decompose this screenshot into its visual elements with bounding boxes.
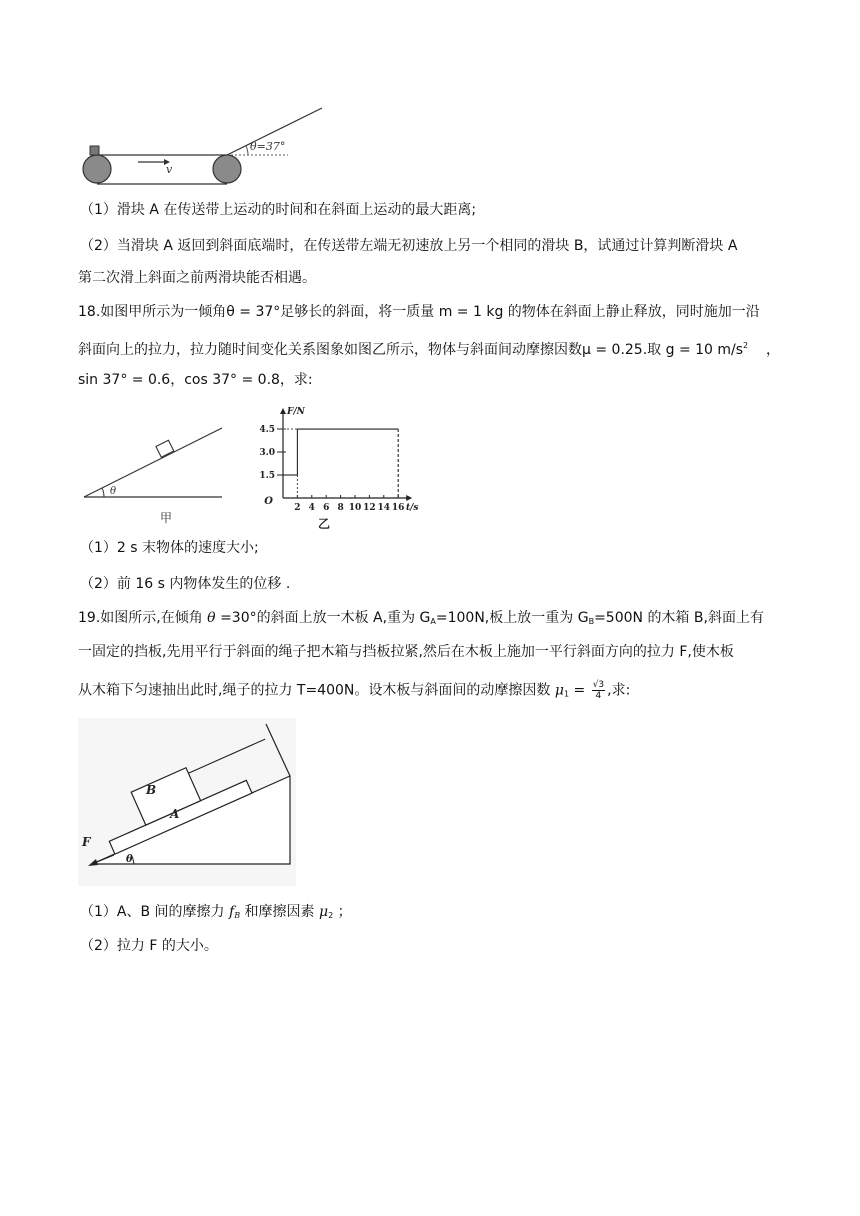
q17-part2-line2: 第二次滑上斜面之前两滑块能否相遇。 xyxy=(78,270,316,286)
x-tick-label: 2 xyxy=(294,503,301,513)
q18-line2 xyxy=(78,336,780,360)
q19-line1 xyxy=(78,608,764,632)
x-tick-label: 12 xyxy=(363,503,376,513)
conveyor-figure xyxy=(80,104,330,186)
incline-line xyxy=(84,428,222,497)
fraction xyxy=(592,680,605,701)
x-tick-label: 4 xyxy=(308,503,315,513)
q19-line1-c: =100N,板上放一重为 G xyxy=(435,610,589,626)
q18-line3: sin 37° = 0.6，cos 37° = 0.8，求: xyxy=(78,372,313,388)
fraction-numerator: √3 xyxy=(592,680,605,690)
x-tick-label: 10 xyxy=(348,503,362,513)
q18-line2-tail: ， xyxy=(765,342,780,358)
q18-line1: 18.如图甲所示为一倾角θ = 37°足够长的斜面，将一质量 m = 1 kg 的物体在斜面上静止释放，同时施加一沿 xyxy=(78,304,760,320)
x-axis-label: t/s xyxy=(405,503,419,513)
q17-part1: （1）滑块 A 在传送带上运动的时间和在斜面上运动的最大距离; xyxy=(80,202,477,218)
theta-label: θ xyxy=(110,486,117,497)
q17-part2-line1: （2）当滑块 A 返回到斜面底端时，在传送带左端无初速放上另一个相同的滑块 B，试通过计算判断滑块 A xyxy=(80,238,738,254)
angle-label: θ=37° xyxy=(250,140,286,153)
label-a: A xyxy=(170,807,180,821)
mu2-subscript: 2 xyxy=(328,911,334,920)
y-tick-label: 1.5 xyxy=(259,471,275,482)
gb-subscript: B xyxy=(588,617,595,626)
q18-line2-text: 斜面向上的拉力，拉力随时间变化关系图象如图乙所示，物体与斜面间动摩擦因数μ = 0.25.取 g = 10 m/s xyxy=(78,342,744,358)
board-box-incline-figure xyxy=(78,718,296,886)
ga-subscript: A xyxy=(430,617,436,626)
q19-line3-a: 从木箱下匀速抽出此时,绳子的拉力 T=400N。设木板与斜面间的动摩擦因数 xyxy=(78,682,551,699)
x-tick-label: 6 xyxy=(323,503,330,513)
y-axis-arrow xyxy=(280,408,286,414)
y-tick-label: 3.0 xyxy=(259,448,275,459)
mu2-symbol: μ xyxy=(318,904,329,920)
fb-symbol: f xyxy=(229,904,235,920)
y-axis-label: F/N xyxy=(287,407,305,417)
block xyxy=(156,440,174,457)
left-wheel xyxy=(83,155,111,183)
q19-line3 xyxy=(78,680,630,705)
force-time-chart xyxy=(252,404,419,532)
v-label: v xyxy=(166,163,173,176)
x-tick-label: 14 xyxy=(377,503,391,513)
q19-line2: 一固定的挡板,先用平行于斜面的绳子把木箱与挡板拉紧,然后在木板上施加一平行斜面方向的拉力 F,使木板 xyxy=(78,644,734,660)
superscript: 2 xyxy=(743,341,749,350)
mu1-symbol: μ xyxy=(554,682,564,699)
q18-part1: （1）2 s 末物体的速度大小; xyxy=(80,540,259,556)
q18-part2: （2）前 16 s 内物体发生的位移 . xyxy=(80,576,291,592)
q19-part1-a: （1）A、B 间的摩擦力 xyxy=(80,904,225,920)
q19-part1-b: 和摩擦因素 xyxy=(244,904,315,920)
equals-sign: = xyxy=(573,682,586,699)
x-tick-label: 16 xyxy=(391,503,405,513)
fb-subscript: B xyxy=(234,911,241,920)
label-f: F xyxy=(82,835,91,849)
origin-label: O xyxy=(264,496,273,507)
q19-line3-b: ,求: xyxy=(607,682,631,699)
q19-part2: （2）拉力 F 的大小。 xyxy=(80,938,218,954)
label-b: B xyxy=(146,783,157,797)
q19-line1-d: =500N 的木箱 B,斜面上有 xyxy=(594,610,764,626)
incline-figure-jia xyxy=(82,424,232,528)
x-tick-label: 8 xyxy=(337,503,344,513)
q19-line1-a: 19.如图所示,在倾角 xyxy=(78,610,203,626)
y-tick-label: 4.5 xyxy=(259,425,275,436)
fraction-denominator: 4 xyxy=(595,691,602,701)
q19-part1-c: ； xyxy=(337,904,352,920)
slider-block xyxy=(90,146,99,155)
right-wheel xyxy=(213,155,241,183)
x-axis-arrow xyxy=(406,495,412,501)
caption-jia: 甲 xyxy=(160,511,173,525)
mu1-subscript: 1 xyxy=(563,689,570,699)
chart-caption: 乙 xyxy=(317,517,331,531)
label-theta: θ xyxy=(126,854,133,865)
theta-symbol: θ xyxy=(207,610,216,626)
q19-line1-b: =30°的斜面上放一木板 A,重为 G xyxy=(220,610,431,626)
q19-part1 xyxy=(80,902,352,926)
